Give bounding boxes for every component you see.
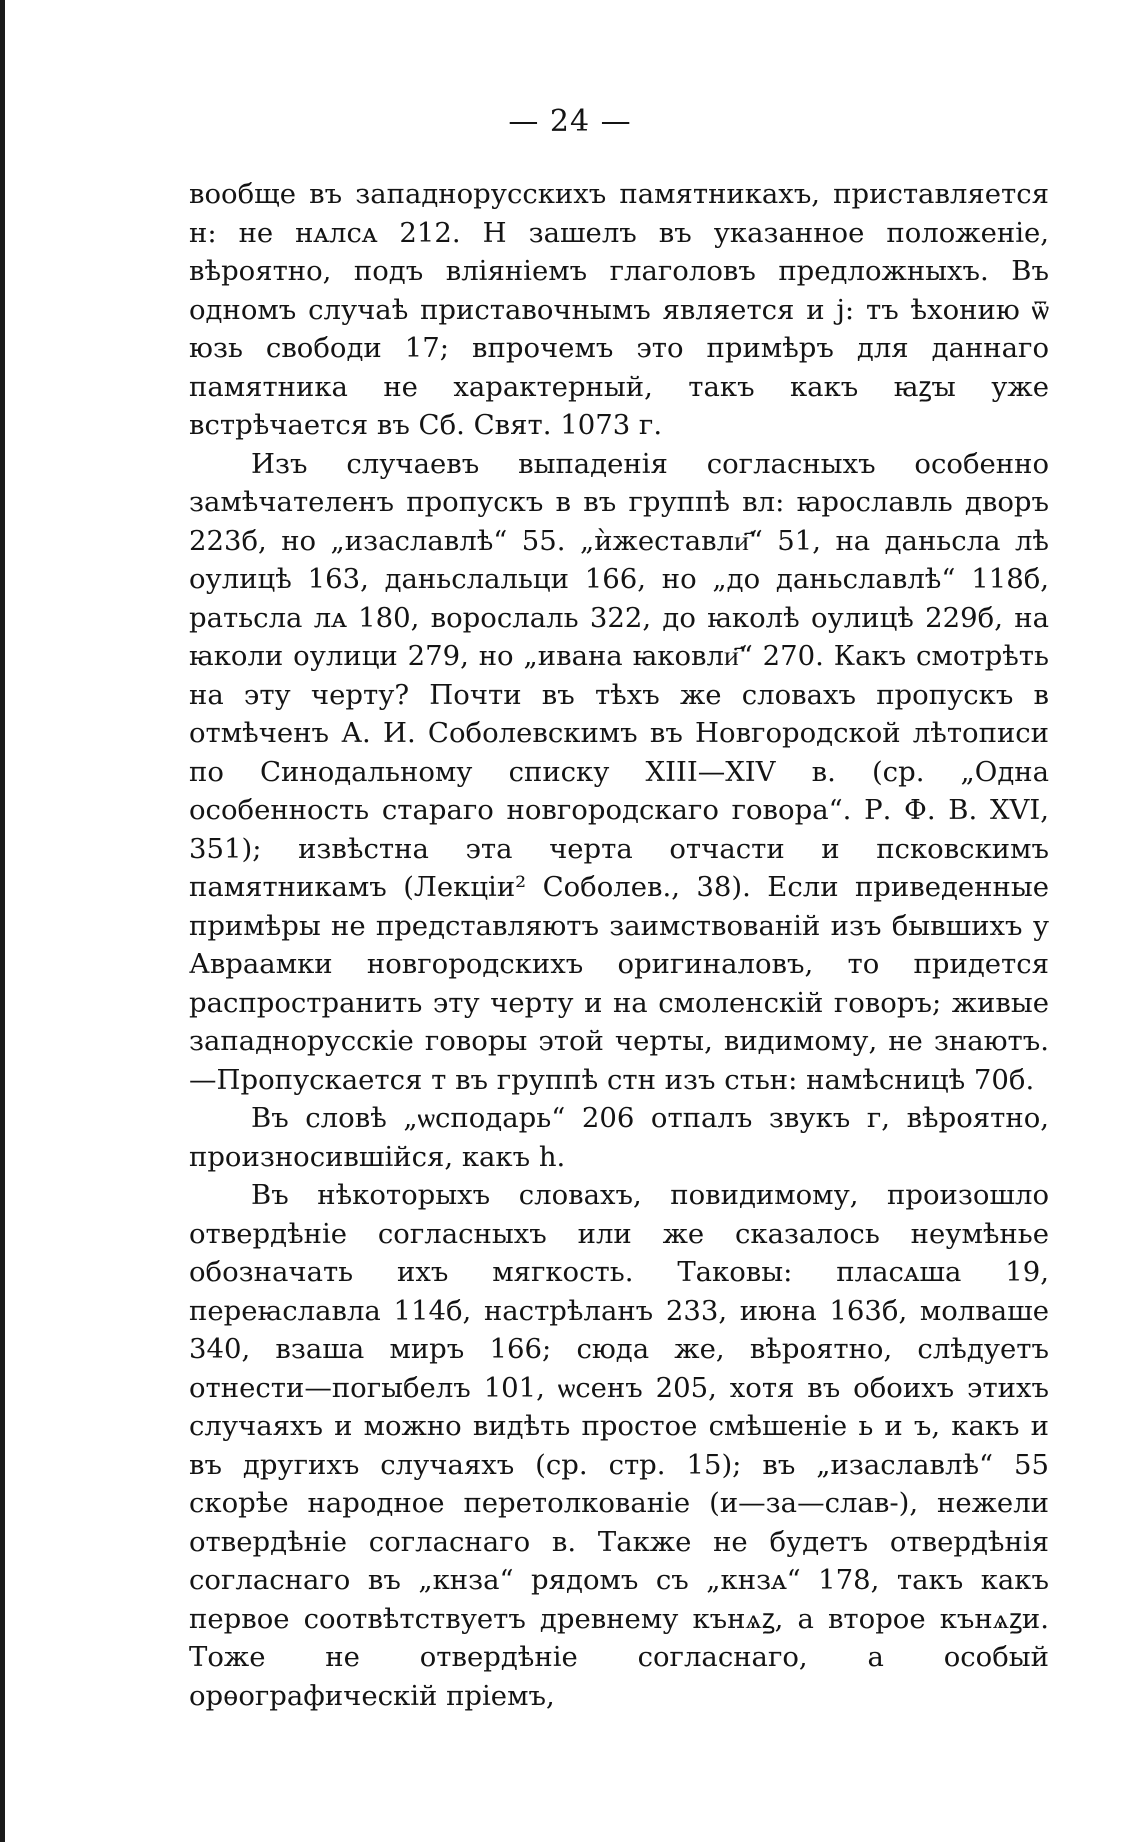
scan-edge-shadow — [0, 0, 5, 1842]
paragraph-consonant-dropping: Изъ случаевъ выпаденія согласныхъ особенно замѣчателенъ пропускъ в въ группѣ вл: ꙗрославль дворъ 223б, но „изаславлѣ“ 55. „ѝжеставли҃“ 51, на даньсла лѣ оулицѣ 163, даньслальци 166, но „до даньславлѣ“ 118б, ратьсла лᴀ 180, ворослаль 322, до ꙗколѣ оулицѣ 229б, на ꙗколи оулици 279, но „ивана ꙗковли҃“ 270. Какъ смотрѣть на эту черту? Почти въ тѣхъ же словахъ пропускъ в отмѣченъ А. И. Соболевскимъ въ Новгородской лѣтописи по Синодальному списку XIII—XIV в. (ср. „Одна особенность стараго новгородскаго говора“. Р. Ф. В. XVI, 351); извѣстна эта черта отчасти и псковскимъ памятникамъ (Лекціи² Соболев., 38). Если приведенные примѣры не представляютъ заимствованій изъ бывшихъ у Авраамки новгородскихъ оригиналовъ, то придется распространить эту черту и на смоленскій говоръ; живые западнорусскіе говоры этой черты, видимому, не знаютъ.—Пропускается т въ группѣ стн изъ стьн: намѣсницѣ 70б. — [189, 447, 1049, 1096]
page-number: — 24 — — [508, 104, 632, 139]
paragraph-continuation: вообще въ западнорусскихъ памятникахъ, приставляется н: не нᴀлсᴀ 212. Н зашелъ въ указанное положеніе, вѣроятно, подъ вліяніемъ глаголовъ предложныхъ. Въ одномъ случаѣ приставочнымъ является и j: тъ ѣхонию ѿ юзь свободи 17; впрочемъ это примѣръ для даннаго памятника не характерный, такъ какъ ꙗꙁꙑ уже встрѣчается въ Сб. Свят. 1073 г. — [189, 178, 1049, 441]
body-text — [189, 175, 1049, 1715]
paragraph-hardening: Въ нѣкоторыхъ словахъ, повидимому, произошло отвердѣніе согласныхъ или же сказалось неумѣнье обозначать ихъ мягкость. Таковы: пласᴀша 19, переꙗславла 114б, настрѣланъ 233, июна 163б, молваше 340, взаша миръ 166; сюда же, вѣроятно, слѣдуетъ отнести—погыбелъ 101, ѡсенъ 205, хотя въ обоихъ этихъ случаяхъ и можно видѣть простое смѣшеніе ь и ъ, какъ и въ другихъ случаяхъ (ср. стр. 15); въ „изаславлѣ“ 55 скорѣе народное перетолкованіе (и—за—слав-), нежели отвердѣніе согласнаго в. Также не будетъ отвердѣнія согласнаго въ „кнза“ рядомъ съ „кнзᴀ“ 178, такъ какъ первое соотвѣтствуетъ древнему кънѧꙁ, а второе кънѧꙁи. Тоже не отвердѣніе согласнаго, а особый орѳографическій пріемъ, — [189, 1179, 1049, 1712]
paragraph-gospodar: Въ словѣ „ѡсподарь“ 206 отпалъ звукъ г, вѣроятно, произносившійся, какъ h. — [189, 1102, 1049, 1173]
